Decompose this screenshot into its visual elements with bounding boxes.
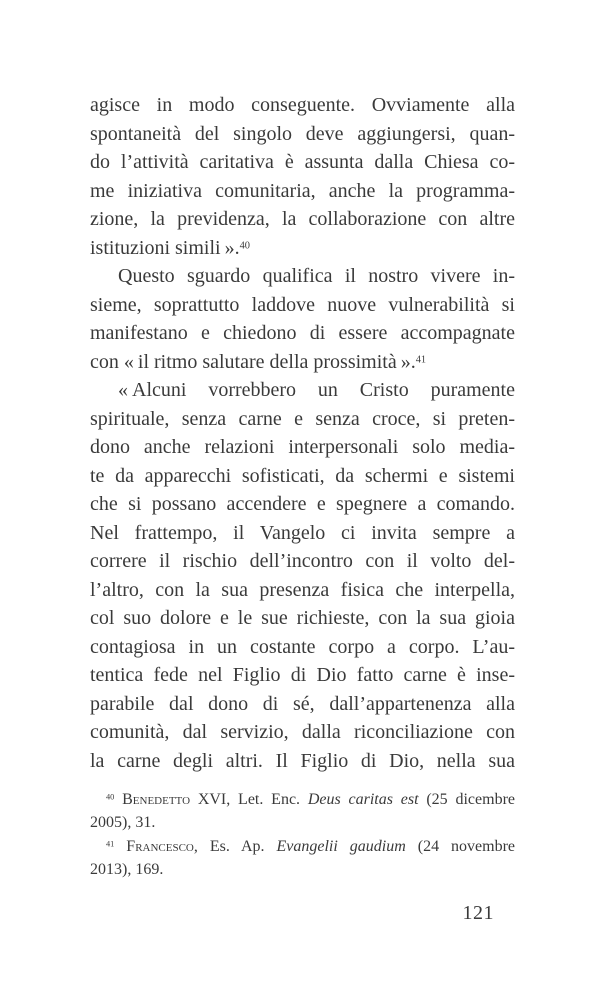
footnote-marker: 40 [239,239,250,251]
text-line: 2005), 31. [90,814,156,832]
text-line: Nel frattempo, il Vangelo ci invita sempre a [90,521,515,544]
text-line: correre il rischio dell’incontro con il volto del- [90,550,515,572]
footnote-marker: 41 [415,353,427,365]
text-line: $^{41}$ Francesco, Es. Ap. Evangelii gaudium (24 novembre [106,837,516,855]
text-line: $^{40}$ Benedetto XVI, Let. Enc. Deus caritas est (25 dicembre [106,791,515,808]
text-line: con « il ritmo salutare della prossimità ».$^{41}$ [90,350,427,373]
text-line: contagiosa in un costante corpo a corpo. L’au- [90,635,515,658]
text-line: 2013), 169. [90,861,164,879]
text-line: te da apparecchi sofisticati, da schermi e sistemi [90,464,515,487]
footnote [90,788,515,835]
text-line: me iniziativa comunitaria, anche la programma- [90,179,515,202]
text-line: spontaneità del singolo deve aggiungersi, quan- [90,122,515,145]
footnote-marker: 41 [106,839,115,849]
text-line: col suo dolore e le sue richieste, con la sua gioia [90,607,515,629]
paragraph [90,91,515,262]
text-line: « Alcuni vorrebbero un Cristo puramente [118,379,515,401]
text-line: do l’attività caritativa è assunta dalla Chiesa co- [90,151,515,173]
work-title: Deus caritas est [307,791,419,808]
text-line: parabile dal dono di sé, dall’appartenenza alla [90,692,515,715]
text-line: sieme, soprattutto laddove nuove vulnerabilità si [90,293,515,316]
footnote-marker: 40 [106,792,115,802]
text-line: zione, la previdenza, la collaborazione con altre [90,208,515,230]
text-line: dono anche relazioni interpersonali solo media- [90,436,515,458]
text-line: agisce in modo conseguente. Ovviamente alla [90,94,515,116]
paragraph [90,376,515,775]
text-line: la carne degli altri. Il Figlio di Dio, nella sua [90,749,515,772]
text-line: che si possano accendere e spegnere a comando. [90,493,515,515]
work-title: Evangelii gaudium [276,837,406,855]
text-line: Questo sguardo qualifica il nostro vivere in- [118,265,515,287]
paragraph [90,262,515,376]
footnote [90,835,515,882]
text-line: l’altro, con la sua presenza fisica che interpella, [90,578,515,601]
text-line: spirituale, senza carne e senza croce, si preten- [90,407,515,430]
body-text [90,91,515,775]
small-caps-name: Benedetto [122,791,191,808]
text-line: istituzioni simili ».$^{40}$ [90,236,250,259]
text-line: manifestano e chiedono di essere accompagnate [90,322,515,344]
page-number: 121 [462,902,494,924]
footnotes [90,788,515,882]
small-caps-name: Francesco [126,837,194,855]
text-line: tentica fede nel Figlio di Dio fatto carne è inse- [90,664,515,686]
text-line: comunità, dal servizio, dalla riconciliazione con [90,721,515,743]
